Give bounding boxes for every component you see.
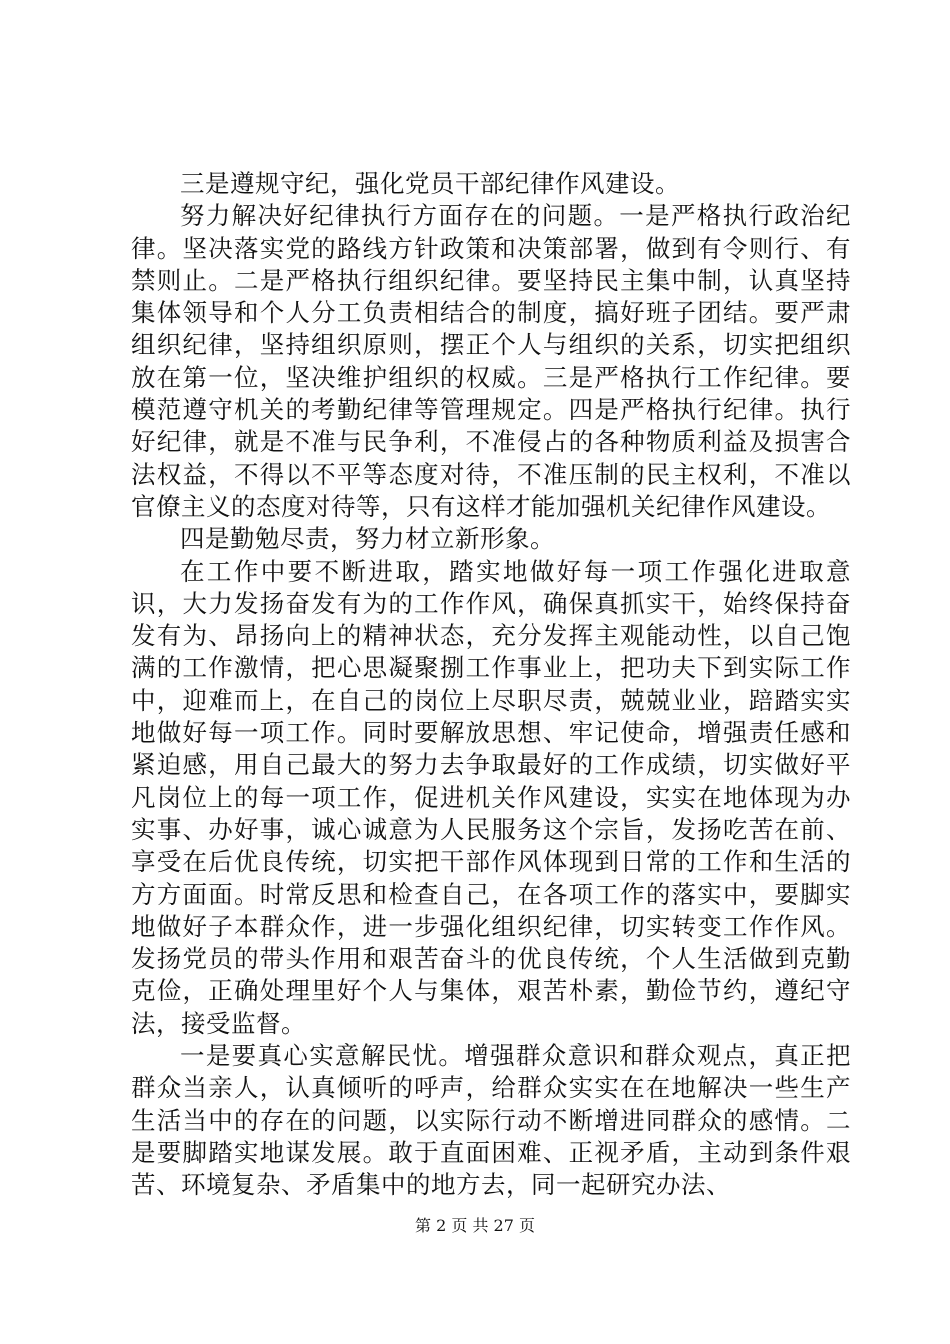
document-body — [131, 168, 851, 1202]
page-number-footer: 第 2 页 共 27 页 — [415, 1216, 535, 1235]
paragraph-section-three-heading: 三是遵规守纪，强化党员干部纪律作风建设。 — [180, 169, 680, 198]
paragraph-work-progress: 在工作中要不断进取，踏实地做好每一项工作强化进取意识，大力发扬奋发有为的工作作风，确保真抓实干，始终保持奋发有为、昂扬向上的精神状态，充分发挥主观能动性，以自己饱满的工作激情，把心思凝聚捌工作事业上，把功夫下到实际工作中，迎难而上，在自己的岗位上尽职尽责，兢兢业业，踣踏实实地做好每一项工作。同时要解放思想、牢记使命，增强责任感和紧迫感，用自己最大的努力去争取最好的工作成绩，切实做好平凡岗位上的每一项工作，促进机关作风建设，实实在地体现为办实事、办好事，诚心诚意为人民服务这个宗旨，发扬吃苦在前、享受在后优良传统，切实把干部作风体现到日常的工作和生活的方方面面。时常反思和检查自己，在各项工作的落实中，要脚实地做好子本群众作，进一步强化组织纪律，切实转变工作作风。发扬党员的带头作用和艰苦奋斗的优良传统，个人生活做到克勤克俭，正确处理里好个人与集体，艰苦朴素，勤俭节约，遵纪守法，接受监督。 — [131, 556, 851, 1038]
paragraph-section-four-heading: 四是勤勉尽责，努力材立新形象。 — [180, 524, 555, 554]
paragraph-discipline: 努力解决好纪律执行方面存在的问题。一是严格执行政治纪律。坚决落实党的路线方针政策和决策部署，做到有令则行、有禁则止。二是严格执行组织纪律。要坚持民主集中制，认真坚持集体领导和个人分工负责相结合的制度，搞好班子团结。要严肃组织纪律，坚持组织原则，摆正个人与组织的关系，切实把组织放在第一位，坚决维护组织的权威。三是严格执行工作纪律。要模范遵守机关的考勤纪律等管理规定。四是严格执行纪律。执行好纪律，就是不准与民争利，不准侵占的各种物质利益及损害合法权益，不得以不平等态度对待，不准压制的民主权利，不准以官僚主义的态度对待等，只有这样才能加强机关纪律作风建设。 — [131, 201, 851, 521]
paragraph-people-concerns: 一是要真心实意解民忧。增强群众意识和群众观点，真正把群众当亲人，认真倾听的呼声，给群众实实在在地解决一些生产生活当中的存在的问题，以实际行动不断增进同群众的感情。二是要脚踏实地谋发展。敢于直面困难、正视矛盾，主动到条件艰苦、环境复杂、矛盾集中的地方去，同一起研究办法、 — [131, 1041, 851, 1200]
